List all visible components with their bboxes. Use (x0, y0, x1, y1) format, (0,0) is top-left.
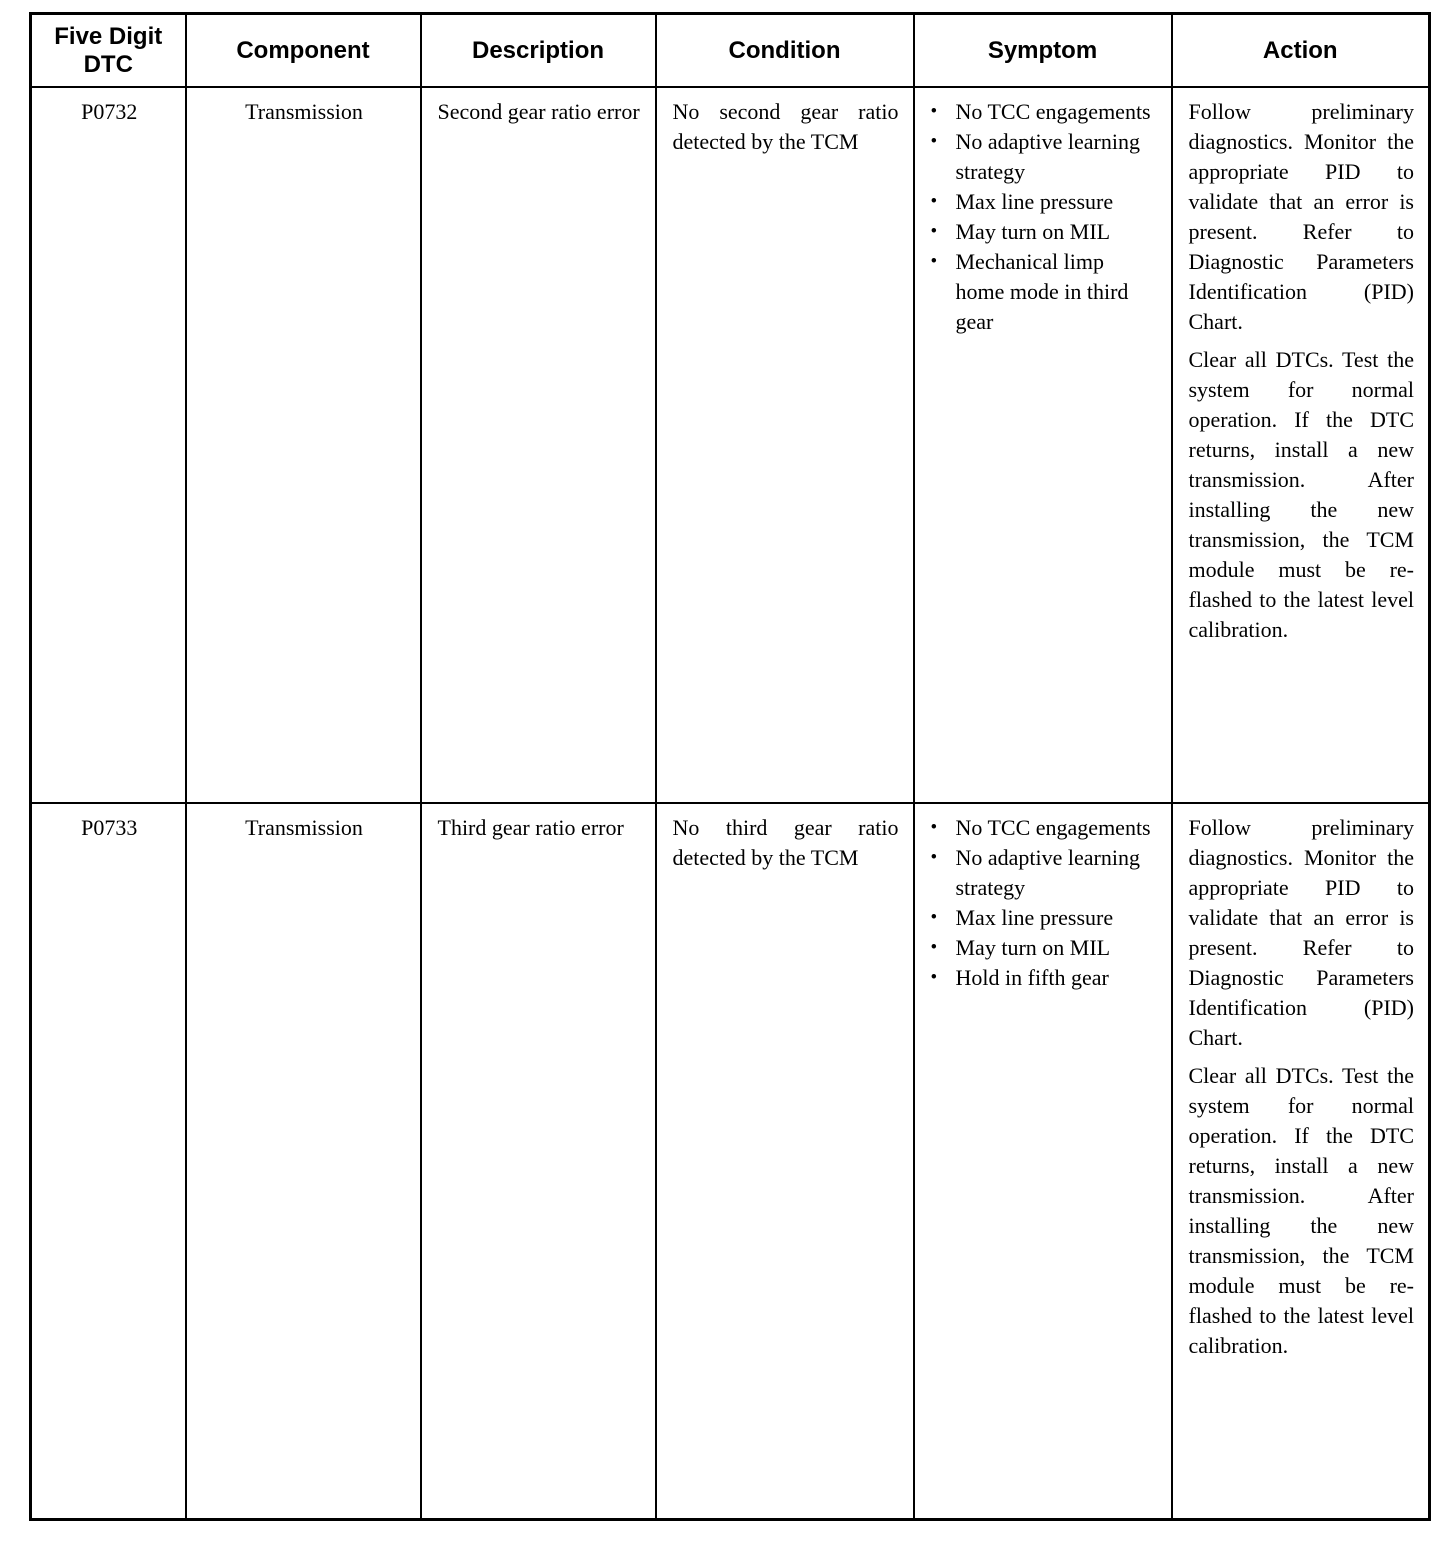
symptom-list-item (931, 187, 1157, 217)
cell-component: Transmission (186, 87, 421, 803)
cell-condition: No third gear ratio detected by the TCM (656, 803, 914, 1519)
action-paragraph: Follow preliminary diagnostics. Monitor the appropriate PID to validate that an error is present. Refer to Diagnostic Parameters Identification (PID) Chart. (1188, 99, 1414, 335)
bullet-icon: • (930, 221, 938, 243)
cell-description: Second gear ratio error (421, 87, 656, 803)
bullet-icon: • (930, 131, 938, 153)
cell-description: Third gear ratio error (421, 803, 656, 1519)
cell-condition: No second gear ratio detected by the TCM (656, 87, 914, 803)
symptom-text: No adaptive learning strategy (955, 845, 1140, 901)
header-action: Action (1172, 14, 1430, 88)
bullet-icon: • (930, 847, 938, 869)
symptom-list-item (931, 813, 1157, 843)
symptom-text: Max line pressure (955, 189, 1114, 215)
symptom-text: No TCC engagements (955, 815, 1151, 841)
table-row-p0733 (31, 803, 1430, 1519)
symptom-list-item (931, 247, 1157, 337)
table-row-p0732 (31, 87, 1430, 803)
header-component: Component (186, 14, 421, 88)
bullet-icon: • (930, 967, 938, 989)
symptom-text: May turn on MIL (955, 219, 1111, 245)
header-condition: Condition (656, 14, 914, 88)
symptom-text: May turn on MIL (955, 935, 1111, 961)
bullet-icon: • (930, 817, 938, 839)
header-five-digit-dtc: Five Digit DTC (31, 14, 186, 88)
symptom-text: Max line pressure (955, 905, 1114, 931)
symptom-list-item (931, 217, 1157, 247)
symptom-list-item (931, 903, 1157, 933)
action-paragraph: Follow preliminary diagnostics. Monitor the appropriate PID to validate that an error is present. Refer to Diagnostic Parameters Identification (PID) Chart. (1188, 815, 1414, 1051)
cell-action (1172, 803, 1430, 1519)
cell-symptom (914, 87, 1172, 803)
bullet-icon: • (930, 937, 938, 959)
cell-action (1172, 87, 1430, 803)
bullet-icon: • (930, 907, 938, 929)
symptom-list-item (931, 97, 1157, 127)
action-paragraph: Clear all DTCs. Test the system for normal operation. If the DTC returns, install a new transmission. After installing the new transmission, the TCM module must be re-flashed to the latest level calibration. (1188, 347, 1414, 643)
symptom-text: No TCC engagements (955, 99, 1151, 125)
cell-component: Transmission (186, 803, 421, 1519)
header-symptom: Symptom (914, 14, 1172, 88)
cell-dtc: P0732 (31, 87, 186, 803)
header-row (31, 14, 1430, 88)
header-description: Description (421, 14, 656, 88)
symptom-text: Hold in fifth gear (955, 965, 1109, 991)
action-paragraph: Clear all DTCs. Test the system for normal operation. If the DTC returns, install a new transmission. After installing the new transmission, the TCM module must be re-flashed to the latest level calibration. (1188, 1063, 1414, 1359)
symptom-text: Mechanical limp home mode in third gear (955, 249, 1129, 335)
symptom-list-item (931, 963, 1157, 993)
bullet-icon: • (930, 191, 938, 213)
symptom-list-item (931, 843, 1157, 903)
cell-dtc: P0733 (31, 803, 186, 1519)
symptom-list-item (931, 127, 1157, 187)
bullet-icon: • (930, 101, 938, 123)
symptom-list-item (931, 933, 1157, 963)
dtc-table (29, 12, 1431, 1521)
symptom-text: No adaptive learning strategy (955, 129, 1140, 185)
cell-symptom (914, 803, 1172, 1519)
bullet-icon: • (930, 251, 938, 273)
